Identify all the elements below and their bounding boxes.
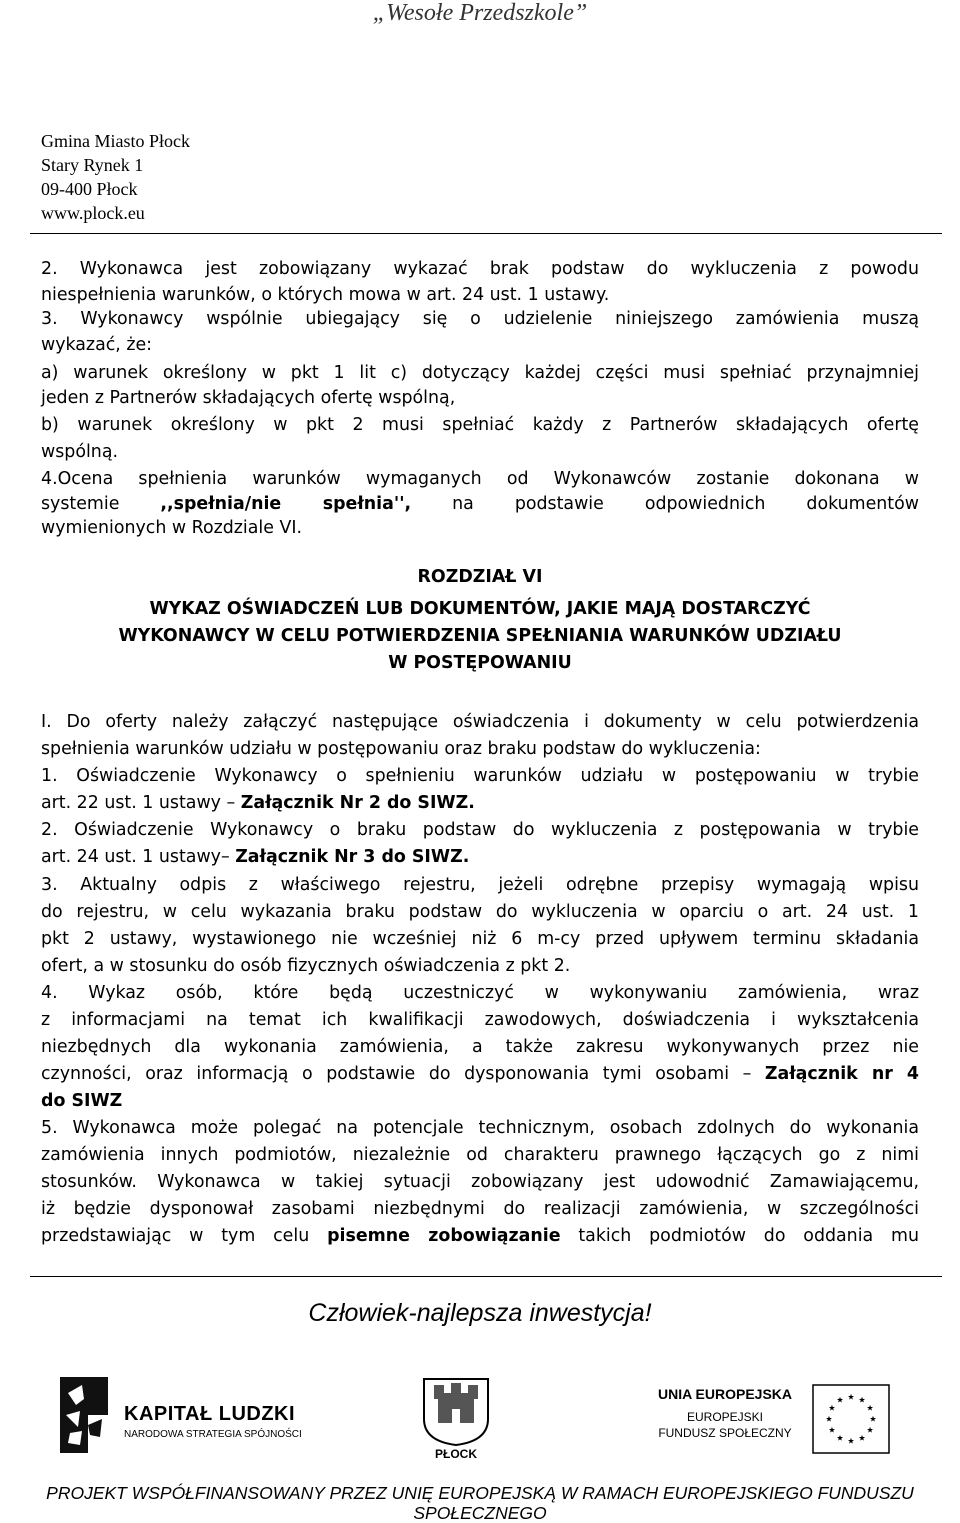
doc2-line1: 2. Oświadczenie Wykonawcy o braku podstaw do wykluczenia z postępowania w trybie — [41, 820, 919, 840]
doc5-line5-text-b: takich podmiotów do oddania mu — [560, 1226, 919, 1246]
doc3-line3: pkt 2 ustawy, wystawionego nie wcześniej niż 6 m-cy przed upływem terminu składania — [41, 929, 919, 949]
footer-project — [0, 1483, 960, 1523]
footer-project-line1: PROJEKT WSPÓŁFINANSOWANY PRZEZ UNIĘ EUROPEJSKĄ W RAMACH EUROPEJSKIEGO FUNDUSZU — [46, 1483, 914, 1503]
doc5-line5 — [41, 1223, 919, 1250]
chapter-heading-line1: WYKAZ OŚWIADCZEŃ LUB DOKUMENTÓW, JAKIE MAJĄ DOSTARCZYĆ — [149, 599, 811, 619]
kapital-ludzki-name: KAPITAŁ LUDZKI — [124, 1403, 296, 1425]
efs-line2: FUNDUSZ SPOŁECZNY — [658, 1426, 792, 1440]
doc3-line4: ofert, a w stosunku do osób fizycznych oświadczenia z pkt 2. — [41, 956, 571, 976]
footer-motto: Człowiek-najlepsza inwestycja! — [308, 1299, 652, 1327]
item3-line1: 3. Wykonawcy wspólnie ubiegający się o udzielenie niniejszego zamówienia muszą — [41, 309, 919, 329]
item4-line2-text-a: systemie — [41, 494, 120, 514]
doc1-attachment: Załącznik Nr 2 do SIWZ. — [240, 793, 475, 813]
doc5-line5-text-a: przedstawiając w tym celu — [41, 1226, 328, 1246]
plock-coat-of-arms — [416, 1375, 496, 1465]
doc3-line2: do rejestru, w celu wykazania braku podstaw do wykluczenia w oparciu o art. 24 ust. 1 — [41, 902, 919, 922]
item2-line1: 2. Wykonawca jest zobowiązany wykazać brak podstaw do wykluczenia z powodu — [41, 259, 919, 279]
doc4-line1: 4. Wykaz osób, które będą uczestniczyć w wykonywaniu zamówienia, wraz — [41, 983, 919, 1003]
item3b-line2: wspólną. — [41, 442, 119, 462]
doc1-line2 — [41, 790, 919, 817]
doc5-line4: iż będzie dysponował zasobami niezbędnymi do realizacji zamówienia, w szczególności — [41, 1199, 919, 1219]
footer-project-line2: SPOŁECZNEGO — [413, 1503, 547, 1523]
item3a-line2: jeden z Partnerów składających ofertę wspólną, — [41, 388, 456, 408]
eu-efs-logo — [640, 1384, 890, 1454]
header-divider — [30, 233, 942, 234]
header-title: „Wesołe Przedszkole” — [372, 0, 588, 26]
item3a-line1: a) warunek określony w pkt 1 lit c) dotyczący każdej części musi spełniać przynajmniej — [41, 363, 919, 383]
plock-crest-icon — [416, 1375, 496, 1447]
address-line-street: Stary Rynek 1 — [41, 155, 144, 175]
item4-line2 — [41, 491, 919, 518]
item3b-line1: b) warunek określony w pkt 2 musi spełniać każdy z Partnerów składających ofertę — [41, 415, 919, 435]
doc1-line1: 1. Oświadczenie Wykonawcy o spełnieniu warunków udziału w postępowaniu w trybie — [41, 766, 919, 786]
eu-flag-icon — [812, 1384, 890, 1454]
item3-line2: wykazać, że: — [41, 335, 153, 355]
address-line-name: Gmina Miasto Płock — [41, 131, 190, 151]
doc4-line3: niezbędnych dla wykonania zamówienia, a także zakresu wykonywanych przez nie — [41, 1037, 919, 1057]
item4-line2-text-b: na podstawie odpowiednich dokumentów — [452, 494, 919, 514]
kapital-ludzki-sub: NARODOWA STRATEGIA SPÓJNOŚCI — [124, 1429, 302, 1440]
doc5-line2: zamówienia innych podmiotów, niezależnie od charakteru prawnego łączących go z nimi — [41, 1145, 919, 1165]
item4-line2-bold: ,,spełnia/nie spełnia'', — [160, 494, 412, 514]
eu-name: UNIA EUROPEJSKA — [657, 1386, 793, 1402]
doc5-commitment: pisemne zobowiązanie — [327, 1226, 561, 1246]
footer-divider — [30, 1276, 942, 1277]
doc2-attachment: Załącznik Nr 3 do SIWZ. — [235, 847, 470, 867]
item4-line3: wymienionych w Rozdziale VI. — [41, 518, 302, 538]
doc4-line5: do SIWZ — [41, 1091, 123, 1111]
chapter-title: ROZDZIAŁ VI — [417, 567, 543, 587]
doc1-line2-text: art. 22 ust. 1 ustawy – — [41, 793, 241, 813]
doc3-line1: 3. Aktualny odpis z właściwego rejestru, jeżeli odrębne przepisy wymagają wpisu — [41, 875, 919, 895]
intro-line2: spełnienia warunków udziału w postępowaniu oraz braku podstaw do wykluczenia: — [41, 739, 761, 759]
chapter-heading-line3: W POSTĘPOWANIU — [388, 653, 572, 673]
item4-line1: 4.Ocena spełnienia warunków wymaganych od Wykonawców zostanie dokonana w — [41, 469, 919, 489]
address-line-website: www.plock.eu — [41, 203, 145, 223]
address-line-postal: 09-400 Płock — [41, 179, 138, 199]
plock-name: PŁOCK — [435, 1447, 477, 1461]
item2-line2: niespełnienia warunków, o których mowa w art. 24 ust. 1 ustawy. — [41, 285, 610, 305]
doc4-attachment: Załącznik nr 4 — [764, 1064, 919, 1084]
chapter-heading-line2: WYKONAWCY W CELU POTWIERDZENIA SPEŁNIANIA WARUNKÓW UDZIAŁU — [118, 626, 842, 646]
doc2-line2-text: art. 24 ust. 1 ustawy– — [41, 847, 236, 867]
doc4-line4 — [41, 1061, 919, 1088]
intro-line1: I. Do oferty należy załączyć następujące oświadczenia i dokumenty w celu potwierdzenia — [41, 712, 919, 732]
efs-line1: EUROPEJSKI — [686, 1410, 764, 1424]
doc2-line2 — [41, 844, 919, 871]
doc4-line4-text: czynności, oraz informacją o podstawie do dysponowania tymi osobami – — [41, 1064, 765, 1084]
kapital-ludzki-logo — [58, 1375, 328, 1455]
doc5-line3: stosunków. Wykonawca w takiej sytuacji zobowiązany jest udowodnić Zamawiającemu, — [41, 1172, 919, 1192]
doc4-line2: z informacjami na temat ich kwalifikacji zawodowych, doświadczenia i wykształcenia — [41, 1010, 919, 1030]
doc5-line1: 5. Wykonawca może polegać na potencjale technicznym, osobach zdolnych do wykonania — [41, 1118, 919, 1138]
